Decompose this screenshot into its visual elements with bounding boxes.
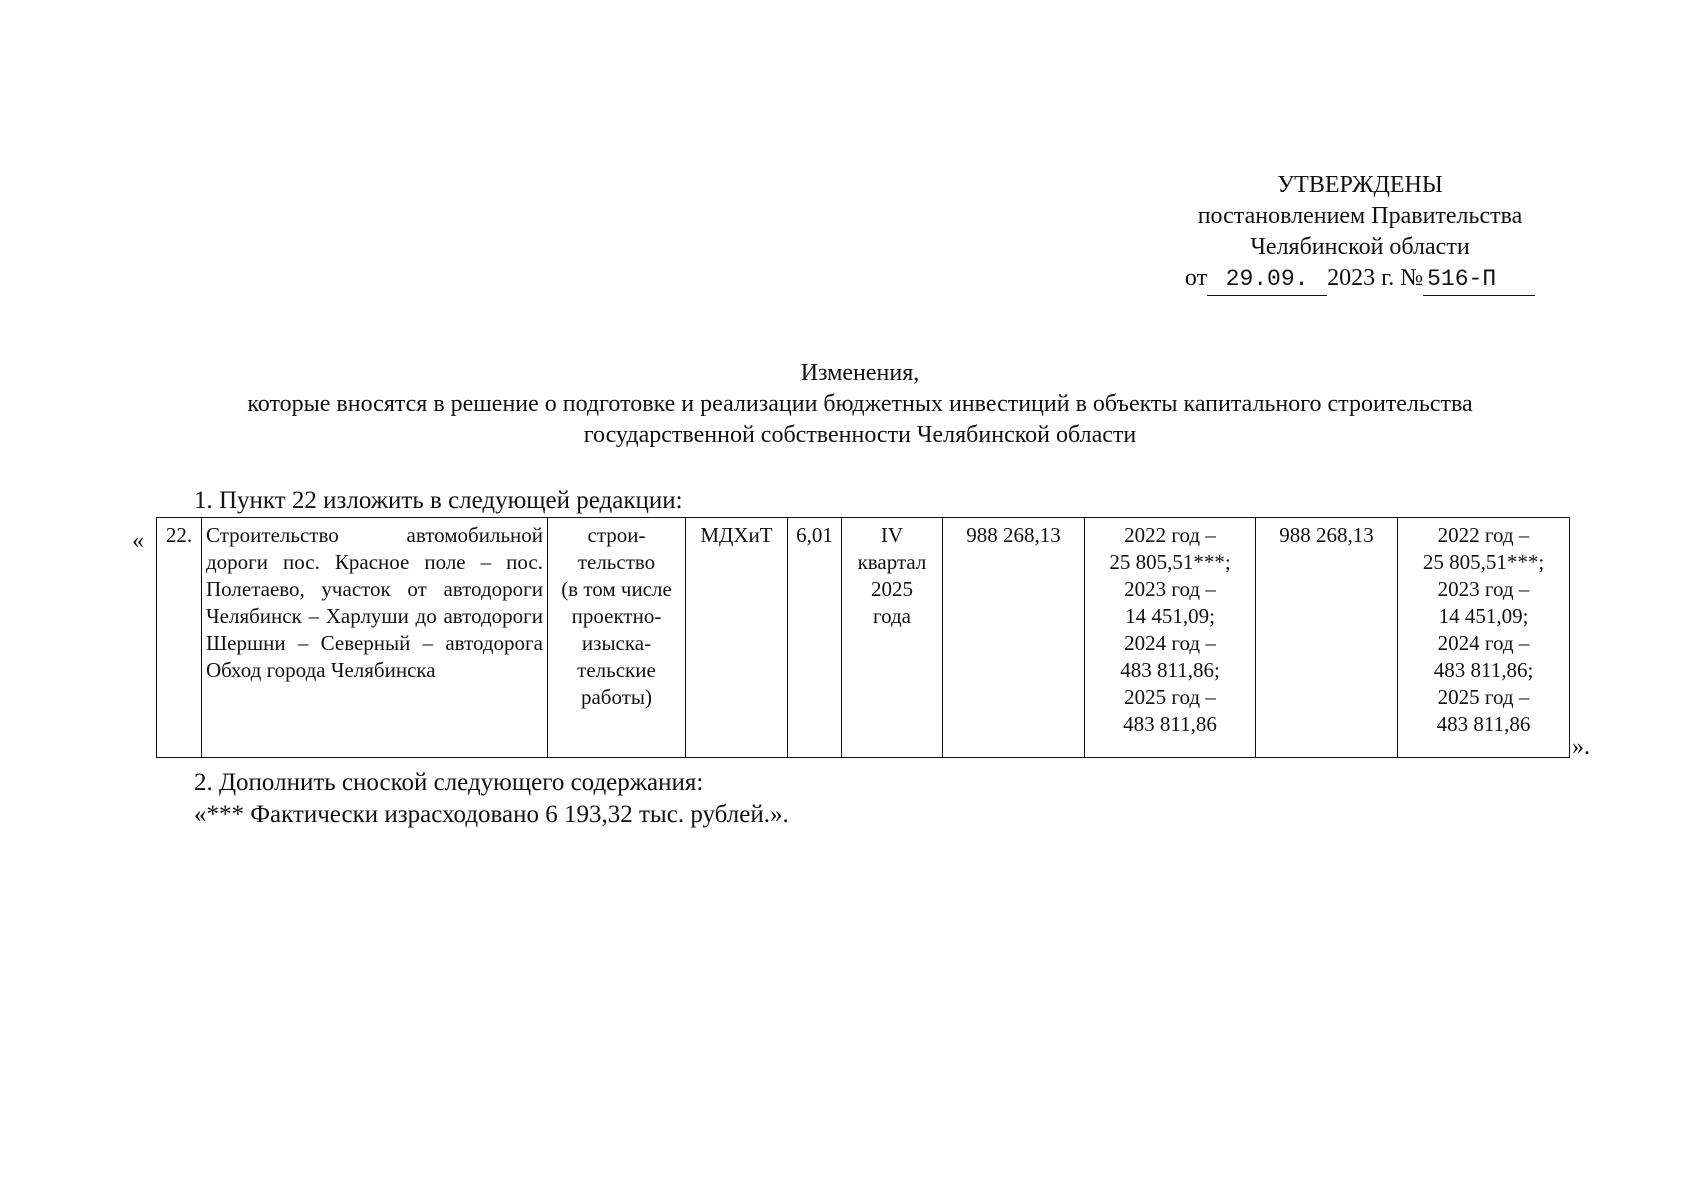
year-line: 483 811,86 — [1123, 712, 1217, 736]
year-line: 14 451,09; — [1438, 604, 1529, 628]
year-line: 25 805,51***; — [1109, 550, 1231, 574]
year-line: 14 451,09; — [1125, 604, 1215, 628]
opening-quote: « — [132, 528, 144, 554]
work-type-line: тельские — [577, 658, 656, 682]
amendment-table — [156, 517, 1570, 758]
work-type-line: тельство — [577, 550, 656, 574]
year-line: 483 811,86 — [1436, 712, 1531, 736]
term-line: года — [873, 604, 911, 628]
cell-estimated-cost: 988 268,13 — [943, 518, 1085, 758]
paragraph-1: 1. Пункт 22 изложить в следующей редакции: — [194, 487, 683, 514]
year-line: 2022 год – — [1124, 523, 1216, 547]
year-line: 2024 год – — [1437, 631, 1530, 655]
year-line: 2022 год – — [1437, 523, 1530, 547]
year-line: 2023 год – — [1437, 577, 1530, 601]
year-line: 2023 год – — [1124, 577, 1216, 601]
term-line: 2025 — [871, 577, 913, 601]
table-row — [157, 518, 1570, 758]
approval-block — [1150, 170, 1570, 296]
work-type-line: работы) — [580, 685, 652, 709]
cell-yearly-distribution — [1085, 518, 1256, 758]
year-line: 483 811,86; — [1433, 658, 1534, 682]
footnote-text: «*** Фактически израсходовано 6 193,32 тыс. рублей.». — [194, 801, 789, 828]
work-type-line: проектно- — [571, 604, 662, 628]
work-type-line: изыска- — [581, 631, 652, 655]
decree-date: 29.09. — [1207, 264, 1327, 296]
cell-number: 22. — [157, 518, 202, 758]
year-line: 2024 год – — [1124, 631, 1216, 655]
cell-capacity: 6,01 — [788, 518, 842, 758]
cell-yearly-investment — [1398, 518, 1570, 758]
heading-line-3: государственной собственности Челябинской области — [583, 422, 1137, 448]
from-label: от — [1184, 265, 1208, 291]
cell-investment-amount: 988 268,13 — [1256, 518, 1398, 758]
year-suffix: 2023 г. № — [1327, 265, 1424, 291]
cell-organization: МДХиТ — [686, 518, 788, 758]
term-line: квартал — [857, 550, 927, 574]
approval-date-line — [1150, 263, 1570, 296]
document-heading — [120, 358, 1600, 451]
cell-work-type — [548, 518, 686, 758]
closing-quote: ». — [1572, 734, 1590, 760]
approval-line-2: Челябинской области — [1250, 234, 1470, 260]
decree-number: 516-П — [1423, 264, 1535, 296]
year-line: 2025 год – — [1437, 685, 1530, 709]
cell-term — [842, 518, 943, 758]
heading-line-2: которые вносятся в решение о подготовке и реализации бюджетных инвестиций в объекты капитального строительства — [247, 391, 1473, 417]
approval-title: УТВЕРЖДЕНЫ — [1277, 172, 1443, 198]
approval-line-1: постановлением Правительства — [1197, 203, 1523, 229]
cell-object: Строительство автомобильной дороги пос. Красное поле – пос. Полетаево, участок от автодороги Челябинск – Харлуши до автодороги Шершни – Северный – автодорога Обход города Челябинска — [202, 518, 548, 758]
work-type-line: (в том числе — [561, 577, 672, 601]
year-line: 25 805,51***; — [1422, 550, 1545, 574]
term-line: IV — [880, 523, 904, 547]
heading-title: Изменения, — [800, 360, 920, 386]
year-line: 2025 год – — [1124, 685, 1216, 709]
year-line: 483 811,86; — [1120, 658, 1220, 682]
paragraph-2: 2. Дополнить сноской следующего содержания: — [194, 769, 704, 796]
work-type-line: строи- — [587, 523, 646, 547]
